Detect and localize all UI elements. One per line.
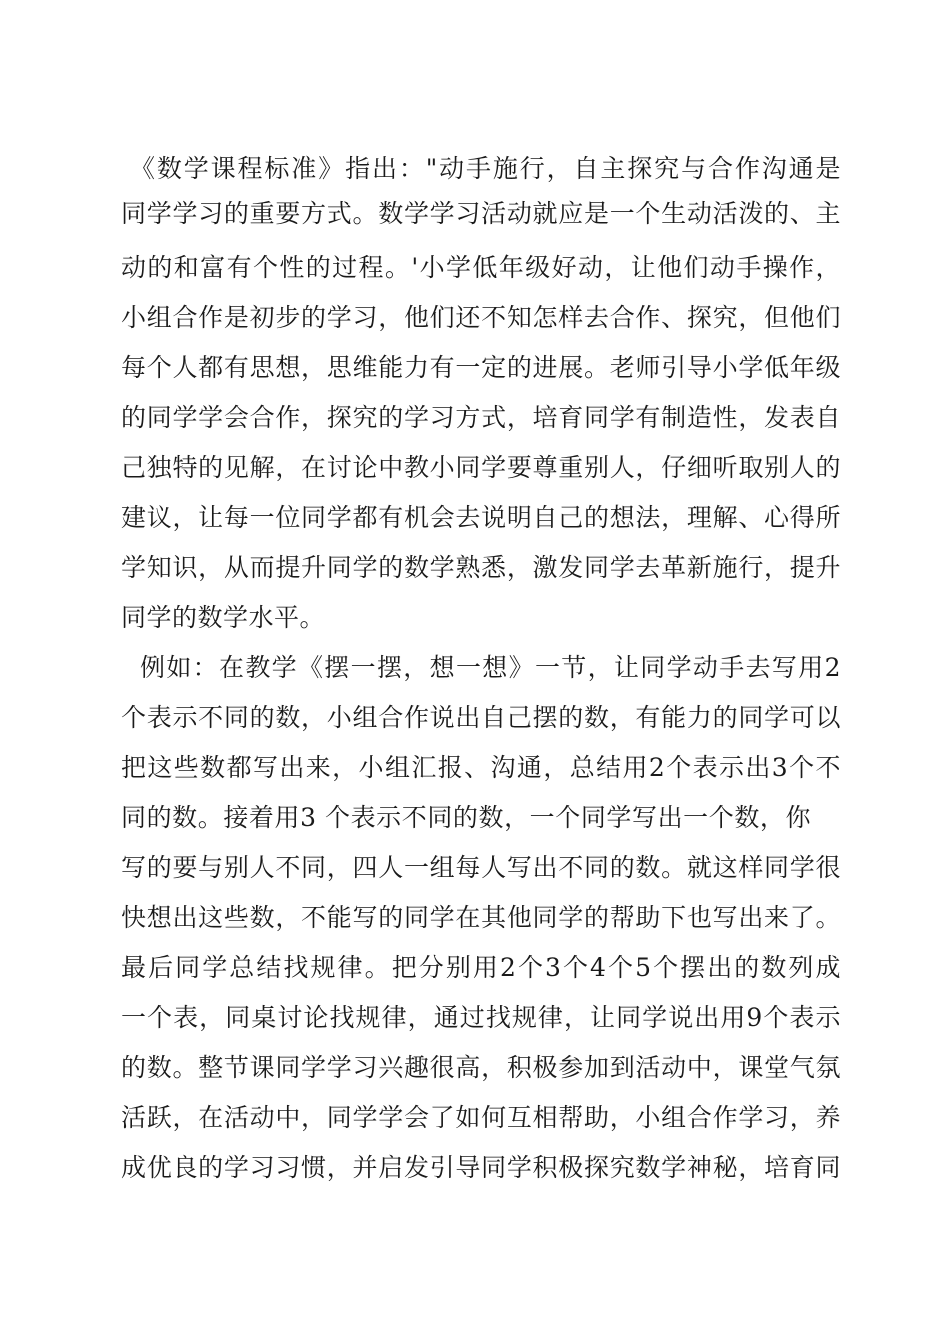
text-line: 的同学学会合作，探究的学习方式，培育同学有制造性，发表自 bbox=[121, 403, 841, 432]
text-line: 学知识，从而提升同学的数学熟悉，激发同学去革新施行，提升 bbox=[121, 553, 841, 582]
text-line: 快想出这些数，不能写的同学在其他同学的帮助下也写出来了。 bbox=[121, 903, 841, 932]
text-line: 每个人都有思想，思维能力有一定的进展。老师引导小学低年级 bbox=[121, 353, 841, 382]
text-line: 最后同学总结找规律。把分别用2个3个4个5个摆出的数列成 bbox=[121, 953, 841, 982]
text-line: 例如：在教学《摆一摆，想一想》一节，让同学动手去写用2 bbox=[140, 653, 841, 682]
text-line: 活跃，在活动中，同学学会了如何互相帮助，小组合作学习，养 bbox=[121, 1103, 841, 1132]
text-line: 《数学课程标准》指出："动手施行，自主探究与合作沟通是 bbox=[130, 154, 841, 183]
text-line: 同学学习的重要方式。数学学习活动就应是一个生动活泼的、主 bbox=[121, 199, 841, 228]
text-line: 同学的数学水平。 bbox=[121, 603, 326, 632]
text-line: 个表示不同的数，小组合作说出自己摆的数，有能力的同学可以 bbox=[121, 703, 841, 732]
text-line: 成优良的学习习惯，并启发引导同学积极探究数学神秘，培育同 bbox=[121, 1153, 841, 1182]
text-line: 动的和富有个性的过程。'小学低年级好动，让他们动手操作， bbox=[121, 253, 841, 282]
text-line: 同的数。接着用3 个表示不同的数，一个同学写出一个数，你 bbox=[121, 803, 811, 832]
text-line: 一个表，同桌讨论找规律，通过找规律，让同学说出用9个表示 bbox=[121, 1003, 841, 1032]
text-line: 写的要与别人不同，四人一组每人写出不同的数。就这样同学很 bbox=[121, 853, 841, 882]
text-line: 把这些数都写出来，小组汇报、沟通，总结用2个表示出3个不 bbox=[121, 753, 841, 782]
text-line: 建议，让每一位同学都有机会去说明自己的想法，理解、心得所 bbox=[121, 503, 841, 532]
text-line: 小组合作是初步的学习，他们还不知怎样去合作、探究，但他们 bbox=[121, 303, 841, 332]
text-line: 己独特的见解，在讨论中教小同学要尊重别人，仔细听取别人的 bbox=[121, 453, 841, 482]
text-line: 的数。整节课同学学习兴趣很高，积极参加到活动中，课堂气氛 bbox=[121, 1053, 841, 1082]
